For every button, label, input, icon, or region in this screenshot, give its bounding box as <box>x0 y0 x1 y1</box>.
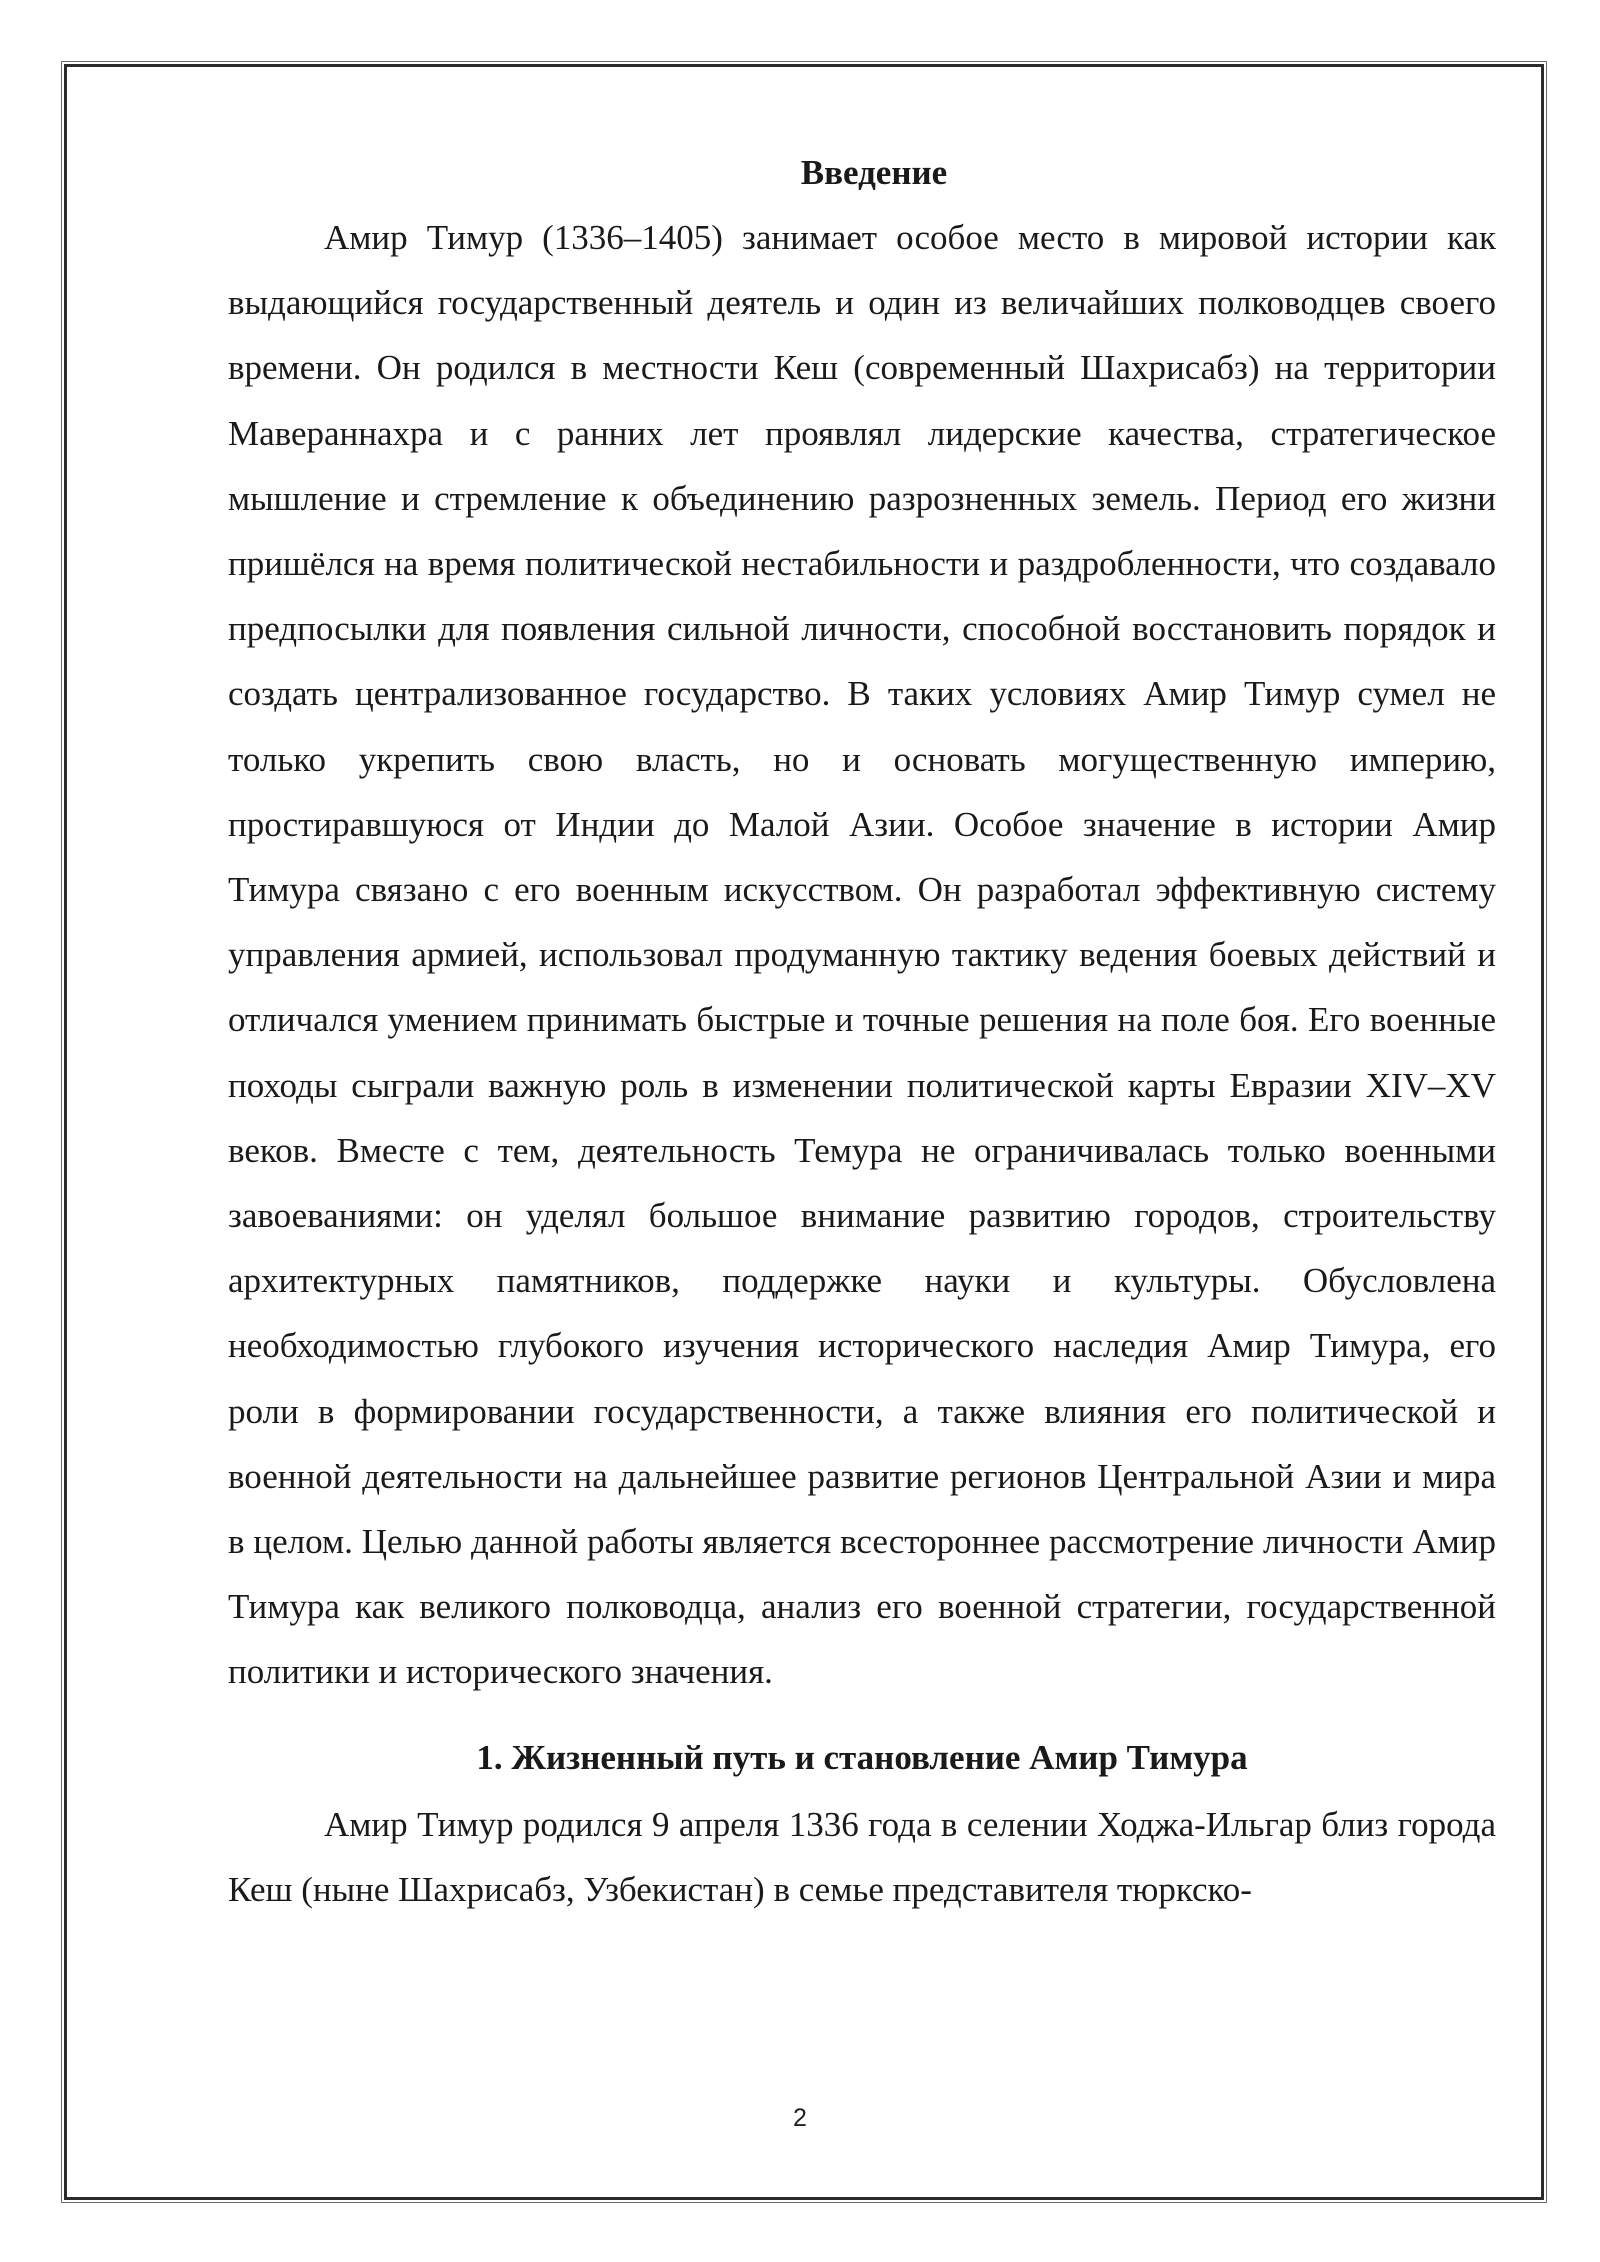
intro-paragraph: Амир Тимур (1336–1405) занимает особое место в мировой истории как выдающийся государственный деятель и один из величайших полководцев своего времени. Он родился в местности Кеш (современный Шахрисабз) на территории Мавераннахра и с ранних лет проявлял лидерские качества, стратегическое мышление и стремление к объединению разрозненных земель. Период его жизни пришёлся на время политической нестабильности и раздробленности, что создавало предпосылки для появления сильной личности, способной восстановить порядок и создать централизованное государство. В таких условиях Амир Тимур сумел не только укрепить свою власть, но и основать могущественную империю, простиравшуюся от Индии до Малой Азии. Особое значение в истории Амир Тимура связано с его военным искусством. Он разработал эффективную систему управления армией, использовал продуманную тактику ведения боевых действий и отличался умением принимать быстрые и точные решения на поле боя. Его военные походы сыграли важную роль в изменении политической карты Евразии XIV–XV веков. Вместе с тем, деятельность Темура не ограничивалась только военными завоеваниями: он уделял большое внимание развитию городов, строительству архитектурных памятников, поддержке науки и культуры. Обусловлена необходимостью глубокого изучения исторического наследия Амир Тимура, его роли в формировании государственности, а также влияния его политической и военной деятельности на дальнейшее развитие регионов Центральной Азии и мира в целом. Целью данной работы является всестороннее рассмотрение личности Амир Тимура как великого полководца, анализ его военной стратегии, государственной политики и исторического значения. <box>228 218 1496 1692</box>
section-1-heading: 1. Жизненный путь и становление Амир Тимура <box>476 1737 1248 1777</box>
intro-heading: Введение <box>800 153 948 192</box>
page-number: 2 <box>793 2104 807 2132</box>
page-content <box>228 140 1496 1922</box>
section-1-paragraph: Амир Тимур родился 9 апреля 1336 года в селении Ходжа-Ильгар близ города Кеш (ныне Шахрисабз, Узбекистан) в семье представителя тюркско- <box>228 1804 1496 1909</box>
